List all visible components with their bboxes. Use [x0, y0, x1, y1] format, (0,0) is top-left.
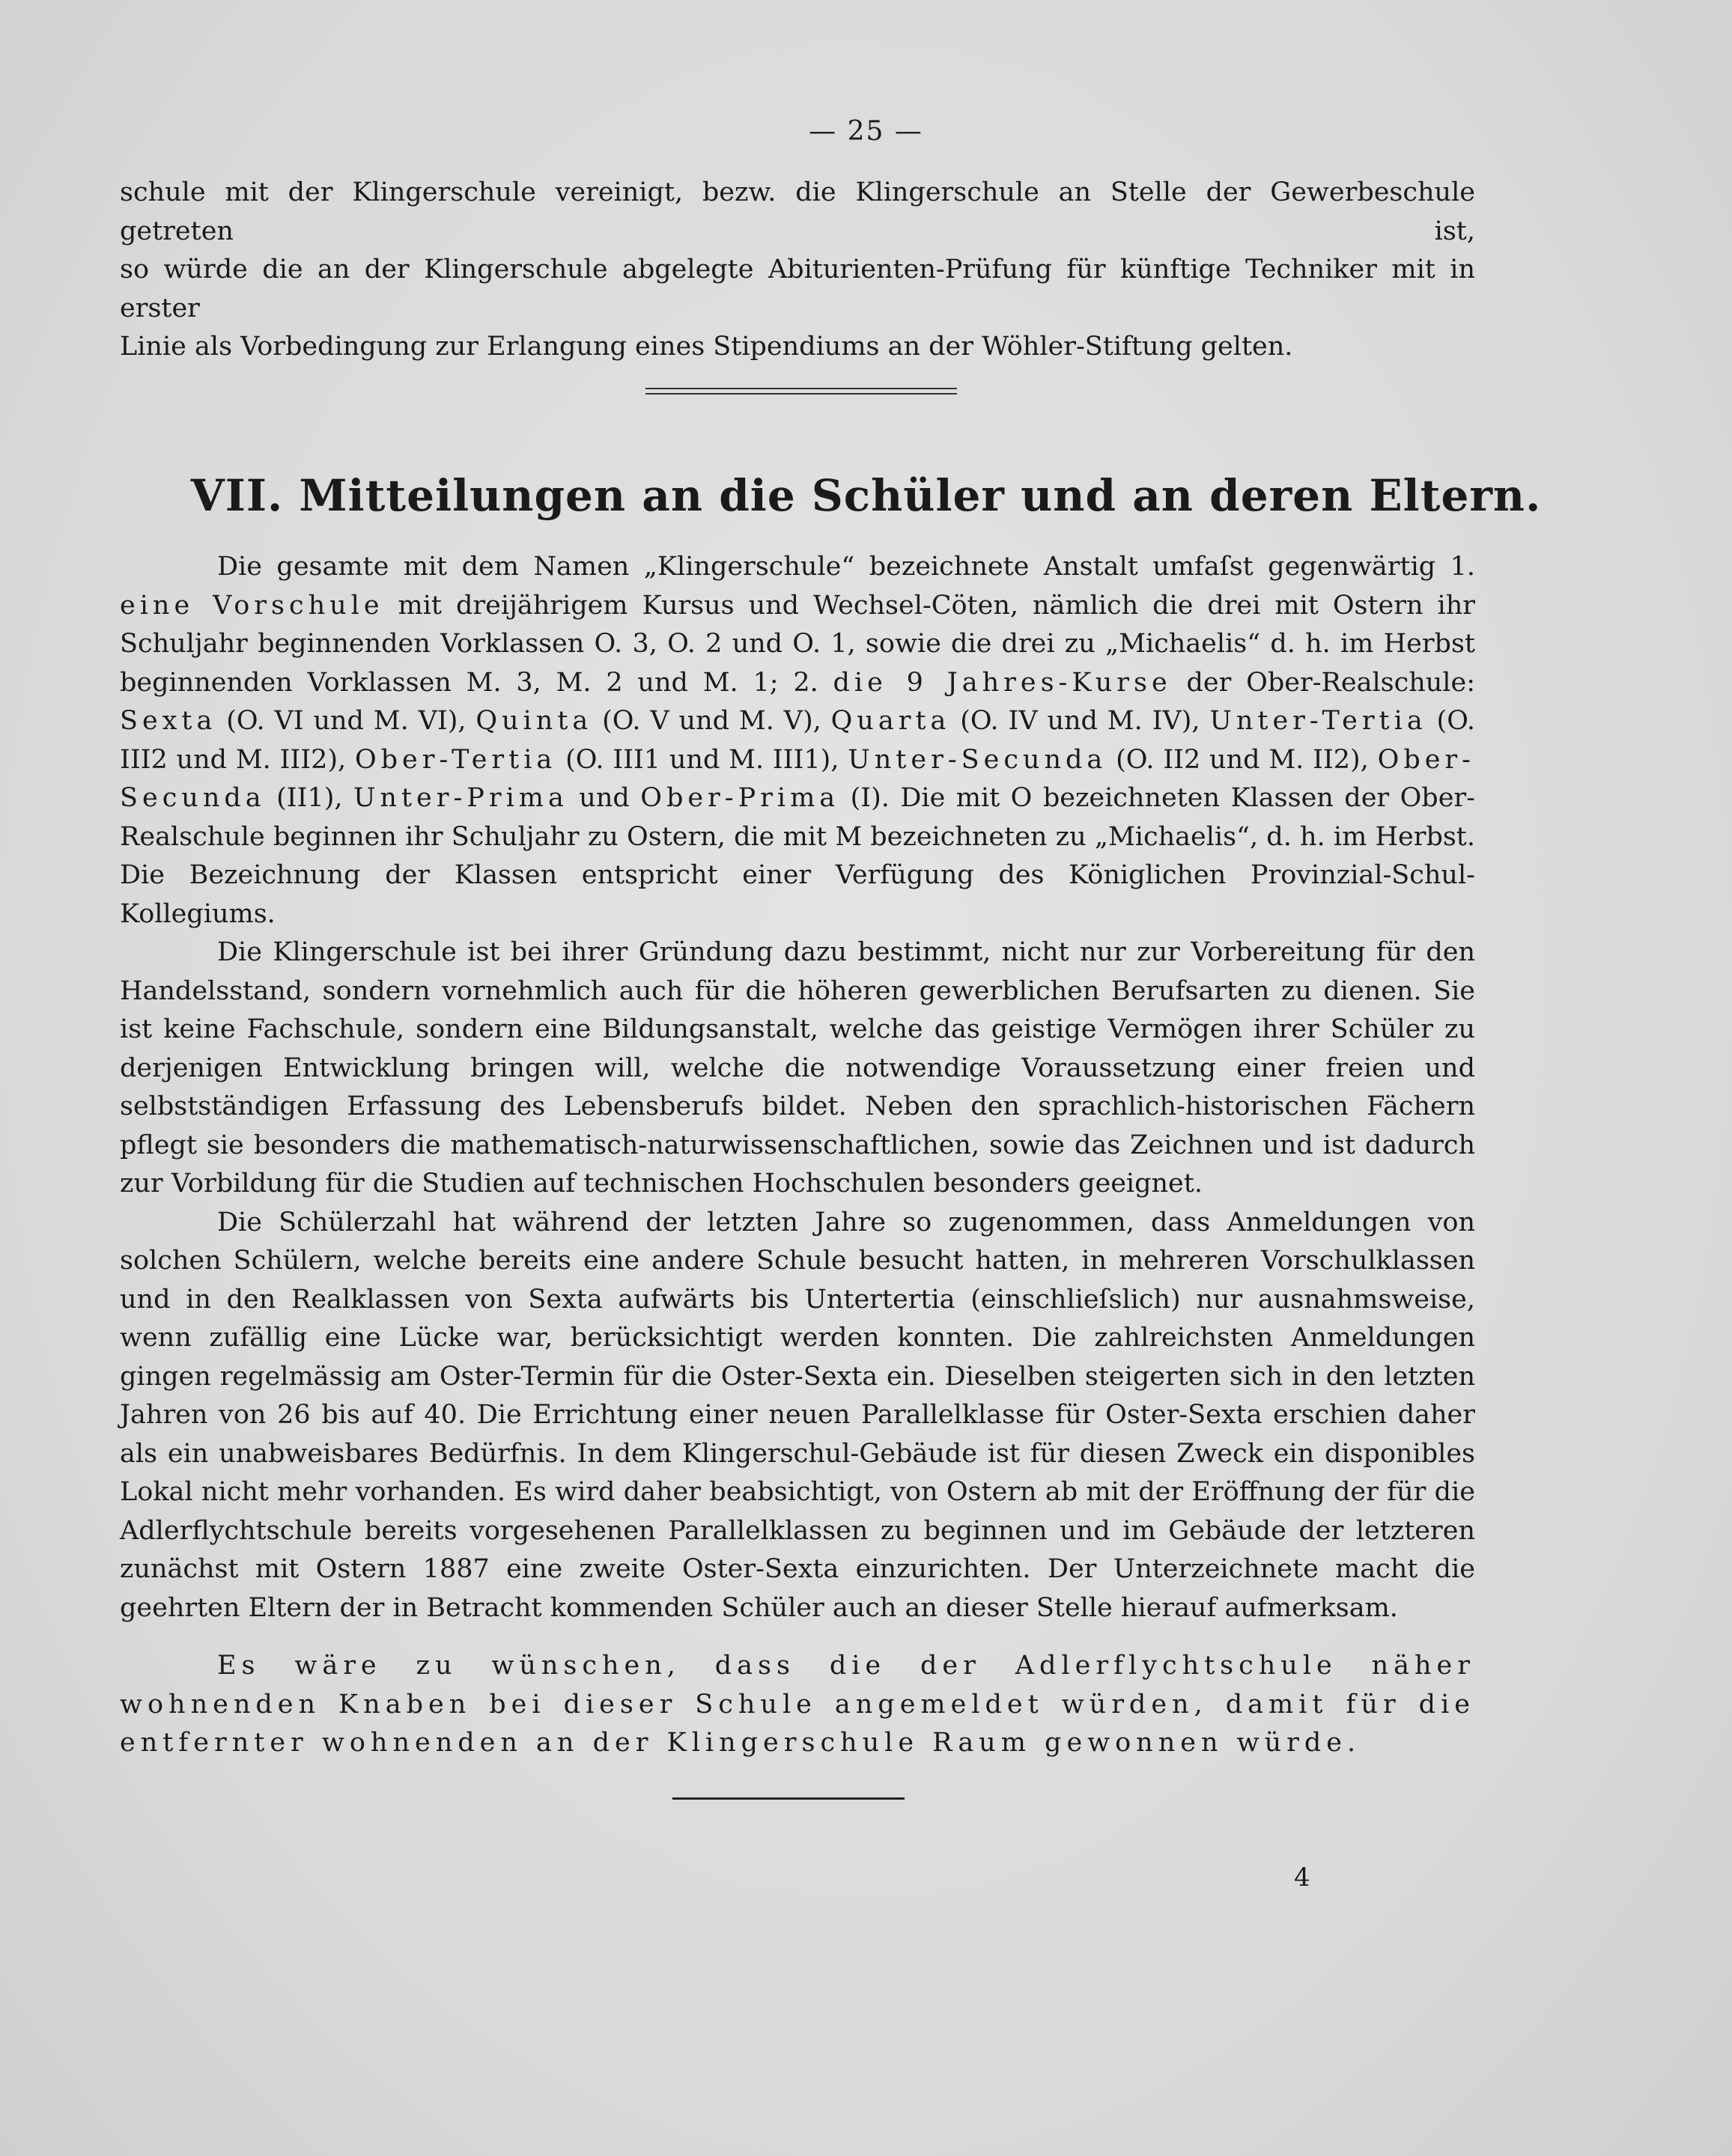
closing-rule	[672, 1797, 905, 1800]
intro-text	[120, 174, 1475, 367]
intro-line: Linie als Vorbedingung zur Erlangung eines Stipendiums an der Wöhler-Stiftung gelten.	[120, 332, 1293, 362]
section-divider	[645, 388, 957, 395]
sheet-number: 4	[1294, 1863, 1310, 1892]
intro-line: so würde die an der Klingerschule abgelegte Abiturienten-Prüfung für künftige Techniker mit in erster	[120, 255, 1475, 323]
paragraph-school-structure: Die gesamte mit dem Namen „Klingerschule“ bezeichnete Anstalt umfaſst gegenwärtig 1. eine Vorschule mit dreijährigem Kursus und Wechsel-Cöten, nämlich die drei mit Ostern ihr Schuljahr beginnenden Vorklassen O. 3, O. 2 und O. 1, sowie die drei zu „Michaelis“ d. h. im Herbst beginnenden Vorklassen M. 3, M. 2 und M. 1; 2. die 9 Jahres-Kurse der Ober-Realschule: Sexta (O. VI und M. VI), Quinta (O. V und M. V), Quarta (O. IV und M. IV), Unter-Tertia (O. III2 und M. III2), Ober-Tertia (O. III1 und M. III1), Unter-Secunda (O. II2 und M. II2), Ober-Secunda (II1), Unter-Prima und Ober-Prima (I). Die mit O bezeichneten Klassen der Ober-Realschule beginnen ihr Schuljahr zu Ostern, die mit M bezeichneten zu „Michaelis“, d. h. im Herbst. Die Bezeichnung der Klassen entspricht einer Verfügung des Königlichen Provinzial-Schul-Kollegiums.	[120, 552, 1475, 929]
intro-line: schule mit der Klingerschule vereinigt, bezw. die Klingerschule an Stelle der Gewerbeschule getreten ist,	[120, 177, 1475, 246]
section-heading: VII. Mitteilungen an die Schüler und an deren Eltern.	[190, 470, 1542, 521]
page-number: — 25 —	[809, 116, 923, 147]
paragraph-enrollment: Die Schülerzahl hat während der letzten Jahre so zugenommen, dass Anmeldungen von solchen Schülern, welche bereits eine andere Schule besucht hatten, in mehreren Vorschulklassen und in den Realklassen von Sexta aufwärts bis Untertertia (einschlieſslich) nur ausnahmsweise, wenn zufällig eine Lücke war, berücksichtigt werden konnten. Die zahlreichsten Anmeldungen gingen regelmässig am Oster-Termin für die Oster-Sexta ein. Dieselben steigerten sich in den letzten Jahren von 26 bis auf 40. Die Errichtung einer neuen Parallelklasse für Oster-Sexta erschien daher als ein unabweisbares Bedürfnis. In dem Klingerschul-Gebäude ist für diesen Zweck ein disponibles Lokal nicht mehr vorhanden. Es wird daher beabsichtigt, von Ostern ab mit der Eröffnung der für die Adlerflychtschule bereits vorgesehenen Parallelklassen zu beginnen und im Gebäude der letzteren zunächst mit Ostern 1887 eine zweite Oster-Sexta einzurichten. Der Unterzeichnete macht die geehrten Eltern der in Betracht kommenden Schüler auch an dieser Stelle hierauf aufmerksam.	[120, 1207, 1475, 1623]
paragraph-request: Es wäre zu wünschen, dass die der Adlerflychtschule näher wohnenden Knaben bei dieser Schule angemeldet würden, damit für die entfernter wohnenden an der Klingerschule Raum gewonnen würde.	[120, 1651, 1475, 1758]
section-body	[120, 548, 1475, 1763]
paragraph-school-purpose: Die Klingerschule ist bei ihrer Gründung dazu bestimmt, nicht nur zur Vorbereitung für den Handelsstand, sondern vornehmlich auch für die höheren gewerblichen Berufsarten zu dienen. Sie ist keine Fachschule, sondern eine Bildungsanstalt, welche das geistige Vermögen ihrer Schüler zu derjenigen Entwicklung bringen will, welche die notwendige Voraussetzung einer freien und selbstständigen Erfassung des Lebensberufs bildet. Neben den sprachlich-historischen Fächern pflegt sie besonders die mathematisch-naturwissenschaftlichen, sowie das Zeichnen und ist dadurch zur Vorbildung für die Studien auf technischen Hochschulen besonders geeignet.	[120, 937, 1475, 1199]
